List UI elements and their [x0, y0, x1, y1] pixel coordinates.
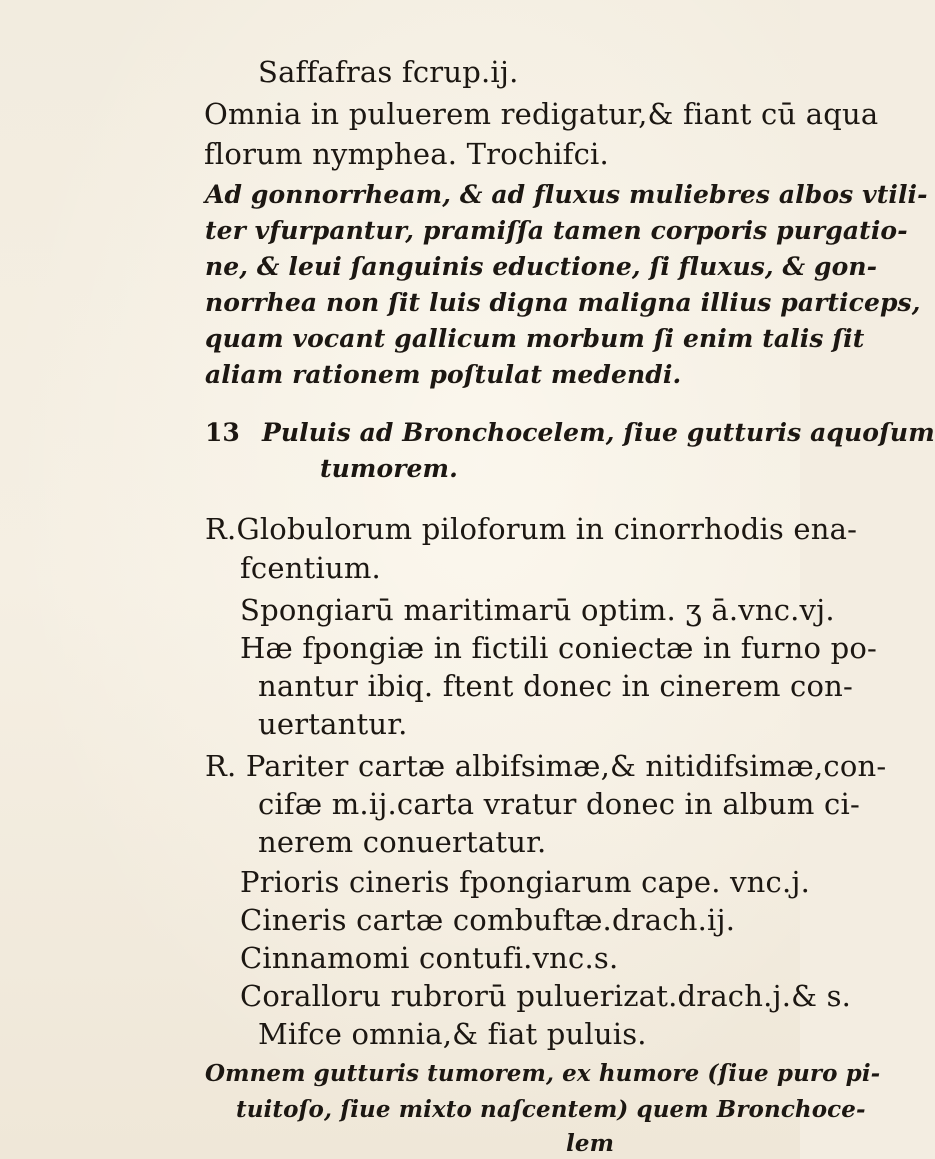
text-line: Saffafras fcrup.ij. [258, 55, 519, 89]
text-line: norrhea non ſit luis digna maligna illius particeps, [205, 288, 921, 317]
text-line: fcentium. [240, 551, 381, 585]
text-line: Prioris cineris fpongiarum cape. vnc.j. [240, 865, 810, 899]
text-line: quam vocant gallicum morbum ſi enim talis ſit [205, 324, 865, 353]
section-number: 13 [205, 418, 240, 447]
text-line: Mifce omnia,& fiat puluis. [258, 1017, 647, 1051]
text-line: nerem conuertatur. [258, 825, 547, 859]
text-line: Coralloru rubrorū puluerizat.drach.j.& s. [240, 979, 852, 1013]
section-heading: Puluis ad Bronchocelem, ſiue gutturis aquoſum [262, 418, 935, 447]
text-line: ne, & leui ſanguinis eductione, ſi fluxus, & gon- [205, 252, 878, 281]
text-line: cifæ m.ij.carta vratur donec in album ci- [258, 787, 860, 821]
text-line: florum nymphea. Trochifci. [204, 137, 609, 171]
text-line: nantur ibiq. ftent donec in cinerem con- [258, 669, 854, 703]
text-line: tuitoſo, ſiue mixto naſcentem) quem Bronchoce- [236, 1096, 866, 1123]
text-line: Hæ fpongiæ in fictili coniectæ in furno po- [240, 631, 878, 665]
text-line: Ad gonnorrheam, & ad fluxus muliebres albos vtili- [205, 180, 928, 209]
text-line: Spongiarū maritimarū optim. ʒ ā.vnc.vj. [240, 593, 835, 627]
text-line: R. Pariter cartæ albifsimæ,& nitidifsimæ,con- [205, 749, 887, 783]
text-line: Omnem gutturis tumorem, ex humore (ſiue puro pi- [205, 1060, 881, 1087]
text-line: Cineris cartæ combuftæ.drach.ij. [240, 903, 736, 937]
text-line: Omnia in puluerem redigatur,& fiant cū aqua [204, 97, 879, 131]
section-heading: tumorem. [320, 454, 458, 483]
text-line: aliam rationem poſtulat medendi. [205, 360, 682, 389]
text-line: R.Globulorum piloforum in cinorrhodis ena- [205, 512, 858, 546]
text-line: uertantur. [258, 707, 408, 741]
text-line: ter vfurpantur, pramiſſa tamen corporis purgatio- [205, 216, 908, 245]
text-line: Cinnamomi contufi.vnc.s. [240, 941, 619, 975]
text-line: lem [566, 1130, 615, 1157]
